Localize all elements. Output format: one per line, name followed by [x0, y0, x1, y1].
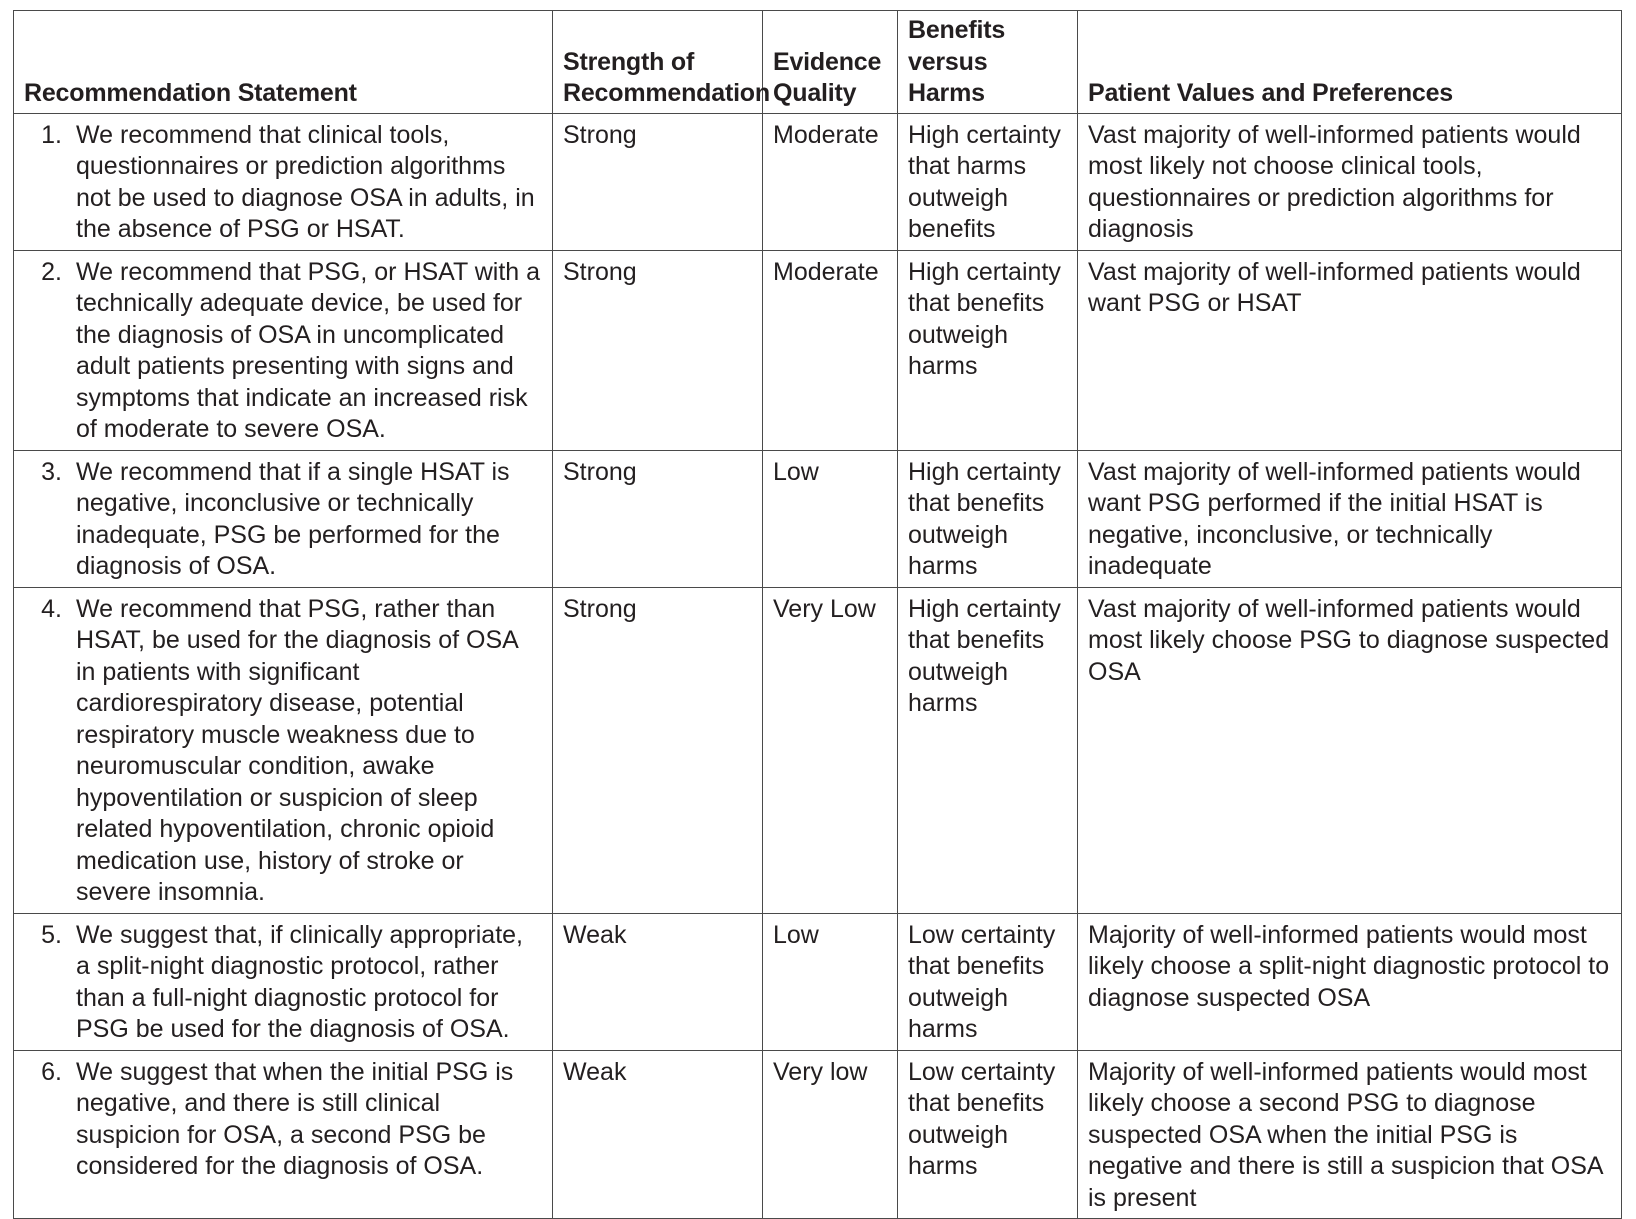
statement-text: We suggest that, if clinically appropriate, a split-night diagnostic protocol, rather than a full-night diagnostic protocol for PSG be used for the diagnosis of OSA.	[76, 920, 523, 1043]
header-statement: Recommendation Statement	[14, 11, 553, 114]
statement-cell	[14, 913, 553, 1050]
row-number: 4.	[41, 594, 62, 623]
strength-cell: Strong	[553, 587, 763, 913]
row-number: 5.	[41, 920, 62, 949]
table-row	[14, 450, 1622, 587]
benefits-cell: High certainty that benefits outweigh harms	[898, 587, 1078, 913]
evidence-cell: Very low	[763, 1050, 898, 1219]
statement-cell	[14, 1050, 553, 1219]
evidence-cell: Low	[763, 450, 898, 587]
statement-text: We recommend that PSG, rather than HSAT, be used for the diagnosis of OSA in patients with significant cardiorespiratory disease, potential respiratory muscle weakness due to neuromuscular condition, awake hypoventilation or suspicion of sleep related hypoventilation, chronic opioid medication use, history of stroke or severe insomnia.	[76, 594, 518, 906]
statement-cell	[14, 450, 553, 587]
strength-cell: Weak	[553, 1050, 763, 1219]
values-cell: Majority of well-informed patients would most likely choose a second PSG to diagnose suspected OSA when the initial PSG is negative and there is still a suspicion that OSA is present	[1078, 1050, 1622, 1219]
values-cell: Vast majority of well-informed patients would most likely not choose clinical tools, questionnaires or prediction algorithms for diagnosis	[1078, 113, 1622, 250]
table-row	[14, 913, 1622, 1050]
table-row	[14, 250, 1622, 450]
benefits-cell: High certainty that harms outweigh benefits	[898, 113, 1078, 250]
row-number: 1.	[41, 120, 62, 149]
statement-text: We recommend that if a single HSAT is negative, inconclusive or technically inadequate, PSG be performed for the diagnosis of OSA.	[76, 457, 510, 580]
header-evidence: Evidence Quality	[763, 11, 898, 114]
header-benefits: Benefits versus Harms	[898, 11, 1078, 114]
strength-cell: Strong	[553, 450, 763, 587]
benefits-cell: Low certainty that benefits outweigh harms	[898, 1050, 1078, 1219]
header-strength: Strength of Recommendation	[553, 11, 763, 114]
strength-cell: Strong	[553, 113, 763, 250]
evidence-cell: Moderate	[763, 113, 898, 250]
statement-text: We recommend that PSG, or HSAT with a technically adequate device, be used for the diagnosis of OSA in uncomplicated adult patients presenting with signs and symptoms that indicate an increased risk of moderate to severe OSA.	[76, 257, 541, 443]
benefits-cell: High certainty that benefits outweigh harms	[898, 250, 1078, 450]
values-cell: Vast majority of well-informed patients would want PSG performed if the initial HSAT is negative, inconclusive, or technically inadequate	[1078, 450, 1622, 587]
row-number: 6.	[41, 1057, 62, 1086]
statement-cell	[14, 113, 553, 250]
values-cell: Vast majority of well-informed patients would most likely choose PSG to diagnose suspected OSA	[1078, 587, 1622, 913]
strength-cell: Weak	[553, 913, 763, 1050]
values-cell: Vast majority of well-informed patients would want PSG or HSAT	[1078, 250, 1622, 450]
values-cell: Majority of well-informed patients would most likely choose a split-night diagnostic protocol to diagnose suspected OSA	[1078, 913, 1622, 1050]
recommendations-table	[13, 10, 1622, 1219]
table-row	[14, 587, 1622, 913]
statement-cell	[14, 250, 553, 450]
header-row	[14, 11, 1622, 114]
header-values: Patient Values and Preferences	[1078, 11, 1622, 114]
strength-cell: Strong	[553, 250, 763, 450]
statement-text: We recommend that clinical tools, questionnaires or prediction algorithms not be used to diagnose OSA in adults, in the absence of PSG or HSAT.	[76, 120, 535, 243]
evidence-cell: Very Low	[763, 587, 898, 913]
benefits-cell: High certainty that benefits outweigh harms	[898, 450, 1078, 587]
table-row	[14, 1050, 1622, 1219]
benefits-cell: Low certainty that benefits outweigh harms	[898, 913, 1078, 1050]
recommendations-page	[13, 10, 1621, 1219]
row-number: 2.	[41, 257, 62, 286]
row-number: 3.	[41, 457, 62, 486]
statement-cell	[14, 587, 553, 913]
evidence-cell: Low	[763, 913, 898, 1050]
table-row	[14, 113, 1622, 250]
statement-text: We suggest that when the initial PSG is negative, and there is still clinical suspicion for OSA, a second PSG be considered for the diagnosis of OSA.	[76, 1057, 514, 1180]
evidence-cell: Moderate	[763, 250, 898, 450]
